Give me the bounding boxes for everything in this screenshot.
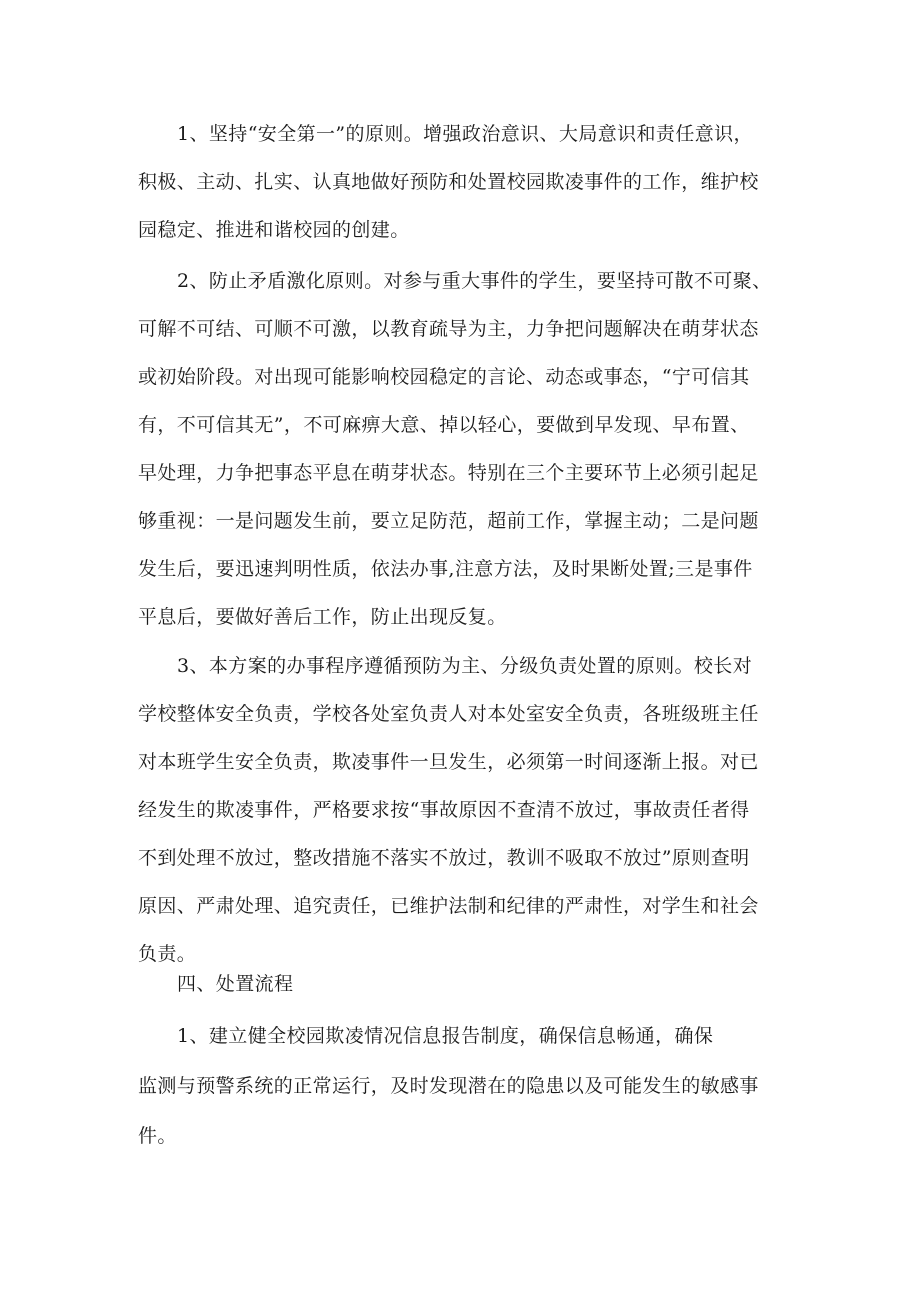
text-line: 够重视：一是问题发生前，要立足防范，超前工作，掌握主动；二是问题 bbox=[138, 510, 759, 532]
text-line: 2、防止矛盾激化原则。对参与重大事件的学生，要坚持可散不可聚、 bbox=[177, 270, 772, 292]
text-line: 学校整体安全负责，学校各处室负责人对本处室安全负责，各班级班主任 bbox=[138, 703, 759, 725]
text-line: 园稳定、推进和谐校园的创建。 bbox=[138, 219, 410, 241]
section-heading-text: 四、处置流程 bbox=[177, 973, 294, 995]
text-line: 早处理，力争把事态平息在萌芽状态。特别在三个主要环节上必须引起足 bbox=[138, 462, 759, 484]
text-line: 1、建立健全校园欺凌情况信息报告制度，确保信息畅通，确保 bbox=[177, 1025, 714, 1047]
text-line: 经发生的欺凌事件，严格要求按“事故原因不查清不放过，事故责任者得 bbox=[138, 799, 750, 821]
text-line: 可解不可结、可顺不可激，以教育疏导为主，力争把问题解决在萌芽状态 bbox=[138, 318, 759, 340]
text-line: 发生后，要迅速判明性质，依法办事,注意方法，及时果断处置;三是事件 bbox=[138, 558, 753, 580]
text-line: 积极、主动、扎实、认真地做好预防和处置校园欺凌事件的工作，维护校 bbox=[138, 171, 759, 193]
text-line: 对本班学生安全负责，欺凌事件一旦发生，必须第一时间逐渐上报。对已 bbox=[138, 751, 759, 773]
text-line: 3、本方案的办事程序遵循预防为主、分级负责处置的原则。校长对 bbox=[177, 655, 753, 677]
text-line: 原因、严肃处理、追究责任，已维护法制和纪律的严肃性，对学生和社会 bbox=[138, 895, 759, 917]
text-line: 不到处理不放过，整改措施不落实不放过，教训不吸取不放过”原则查明 bbox=[138, 847, 750, 869]
text-line: 1、坚持“安全第一”的原则。增强政治意识、大局意识和责任意识， bbox=[177, 123, 753, 145]
text-line: 有，不可信其无”，不可麻痹大意、掉以轻心，要做到早发现、早布置、 bbox=[138, 414, 750, 436]
text-line: 监测与预警系统的正常运行，及时发现潜在的隐患以及可能发生的敏感事 bbox=[138, 1075, 759, 1097]
text-line: 平息后，要做好善后工作，防止出现反复。 bbox=[138, 606, 507, 628]
text-line: 件。 bbox=[138, 1125, 177, 1147]
text-line: 或初始阶段。对出现可能影响校园稳定的言论、动态或事态，“宁可信其 bbox=[138, 366, 750, 388]
text-line: 负责。 bbox=[138, 943, 197, 965]
